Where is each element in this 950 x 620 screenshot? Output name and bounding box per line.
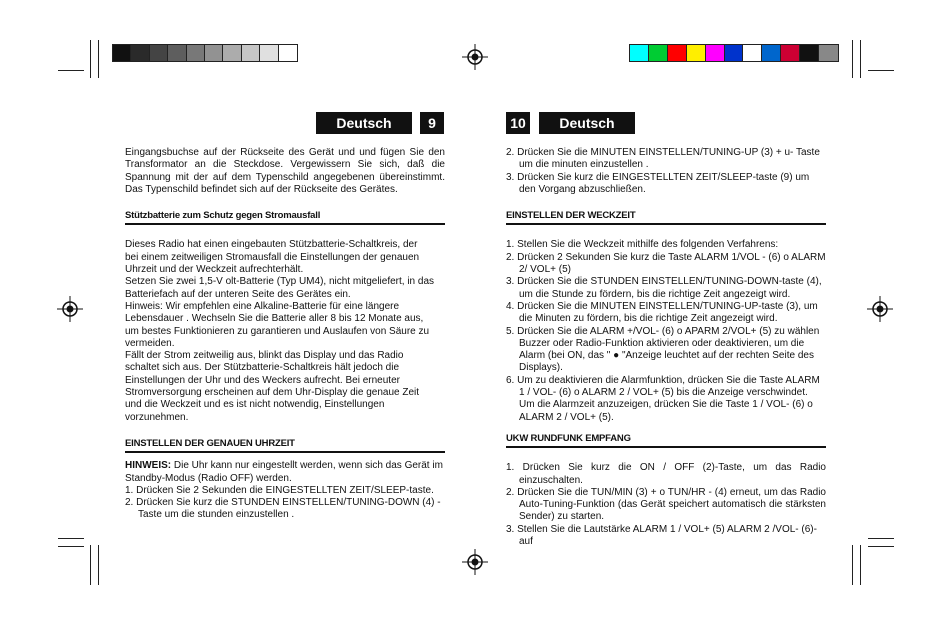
note-text: Die Uhr kann nur eingestellt werden, wenn sich das Gerät im Standby-Modus (Radio OFF) werden. [125, 460, 443, 484]
backup-line: und die Weckzeit und es ist nicht notwendig, Einstellungen [125, 399, 385, 411]
backup-line: um bestes Funktionieren zu garantieren und Auslaufen von Säure zu [125, 325, 430, 337]
radio-step: 1. Drücken Sie kurz die ON / OFF (2)-Taste, um das Radio einzuschalten. [506, 462, 826, 486]
color-swatch [187, 45, 205, 61]
color-swatch [131, 45, 149, 61]
color-bar [629, 44, 839, 62]
left-page-number: 9 [420, 112, 444, 134]
alarm-step: 4. Drücken Sie die MINUTEN EINSTELLEN/TUNING-UP-taste (3), um die Minuten zu fördern, bis die richtige Zeit angezeigt wird. [506, 300, 818, 325]
color-swatch [743, 45, 762, 61]
backup-line: Einstellungen der Uhr und des Weckers aufrecht. Bei erneuter [125, 374, 400, 386]
backup-line: Lebensdauer . Wechseln Sie die Batterie aller 8 bis 12 Monate aus, [125, 313, 424, 325]
intro-paragraph: Eingangsbuchse auf der Rückseite des Gerät und und fügen Sie den Transformator an die Steckdose. Vergewissern Sie sich, daß die Spannung mit der auf dem Typenschild angegebenen übereinstimmt. Das Typenschild befindet sich auf der Rückseite des Gerätes. [125, 147, 445, 195]
time-step: 2. Drücken Sie kurz die STUNDEN EINSTELLEN/TUNING-DOWN (4) - Taste um die stunden einzustellen . [125, 497, 441, 521]
color-swatch [242, 45, 260, 61]
registration-mark-left-icon [57, 296, 83, 322]
registration-mark-top-icon [462, 44, 488, 70]
right-language-tab: Deutsch [539, 112, 635, 134]
backup-text [125, 239, 445, 423]
color-swatch [168, 45, 186, 61]
backup-line: Setzen Sie zwei 1,5-V olt-Batterie (Typ UM4), nicht mitgeliefert, in das [125, 276, 435, 288]
alarm-step: 2. Drücken 2 Sekunden Sie kurz die Taste ALARM 1/VOL - (6) o ALARM 2/ VOL+ (5) [506, 251, 826, 276]
color-swatch [205, 45, 223, 61]
registration-mark-bottom-icon [462, 549, 488, 575]
alarm-step: 5. Drücken Sie die ALARM +/VOL- (6) o APARM 2/VOL+ (5) zu wählen Buzzer oder Radio-Funktion aktivieren oder deaktivieren, um die Alarm (bei ON, das " ● "Anzeige leuchtet auf der rechten Seite des Displays). [506, 325, 820, 374]
backup-line: Dieses Radio hat einen eingebauten Stützbatterie-Schaltkreis, der [125, 239, 418, 251]
backup-line: Uhrzeit und der Weckzeit aufrechterhält. [125, 264, 304, 276]
color-swatch [279, 45, 297, 61]
backup-line: Hinweis: Wir empfehlen eine Alkaline-Batterie für eine längere [125, 300, 400, 312]
color-swatch [706, 45, 725, 61]
color-swatch [800, 45, 819, 61]
color-swatch [649, 45, 668, 61]
alarm-heading: EINSTELLEN DER WECKZEIT [506, 210, 826, 225]
alarm-step: 3. Drücken Sie die STUNDEN EINSTELLEN/TUNING-DOWN-taste (4), um die Stunde zu fördern, bis die richtige Zeit angezeigt wird. [506, 276, 822, 300]
backup-line: vorzunehmen. [125, 411, 189, 423]
cont-step: 2. Drücken Sie die MINUTEN EINSTELLEN/TUNING-UP (3) + u- Taste um die minuten einzustellen . [506, 147, 820, 171]
cont-step: 3. Drücken Sie kurz die EINGESTELLTEN ZEIT/SLEEP-taste (9) um den Vorgang abzuschließen. [506, 171, 810, 195]
color-swatch [762, 45, 781, 61]
backup-line: vermeiden. [125, 337, 175, 349]
left-language-tab: Deutsch [316, 112, 412, 134]
backup-line: Batteriefach auf der unteren Seite des Gerätes ein. [125, 288, 351, 300]
right-page-column [506, 147, 826, 548]
color-swatch [668, 45, 687, 61]
backup-line: Stromversorgung erscheinen auf dem Uhr-Display die genaue Zeit [125, 387, 420, 399]
backup-line: schaltet sich aus. Der Stützbatterie-Schaltkreis hält jedoch die [125, 362, 400, 374]
alarm-step: 1. Stellen Sie die Weckzeit mithilfe des folgenden Verfahrens: [506, 239, 779, 251]
radio-step: 2. Drücken Sie die TUN/MIN (3) + o TUN/HR - (4) erneut, um das Radio Auto-Tuning-Funktion (das Gerät speichert automatisch die stärksten Sender) zu starten. [506, 486, 826, 523]
color-swatch [260, 45, 278, 61]
backup-line: Fällt der Strom zeitweilig aus, blinkt das Display und das Radio [125, 350, 404, 362]
grayscale-bar [112, 44, 298, 62]
left-page-column [125, 147, 445, 522]
color-swatch [113, 45, 131, 61]
color-swatch [687, 45, 706, 61]
color-swatch [819, 45, 838, 61]
radio-heading: UKW RUNDFUNK EMPFANG [506, 433, 826, 448]
color-swatch [781, 45, 800, 61]
note-paragraph [125, 460, 445, 485]
radio-step: 3. Stellen Sie die Lautstärke ALARM 1 / VOL+ (5) ALARM 2 /VOL- (6)- auf [506, 523, 817, 548]
note-label: HINWEIS: [125, 460, 172, 472]
backup-line: bei einem zeitweiligen Stromausfall die Einstellungen der genauen [125, 251, 420, 263]
color-swatch [150, 45, 168, 61]
color-swatch [223, 45, 241, 61]
time-step: 1. Drücken Sie 2 Sekunden die EINGESTELLTEN ZEIT/SLEEP-taste. [125, 484, 434, 496]
right-page-number: 10 [506, 112, 530, 134]
registration-mark-right-icon [867, 296, 893, 322]
time-heading: EINSTELLEN DER GENAUEN UHRZEIT [125, 438, 445, 453]
color-swatch [725, 45, 744, 61]
backup-heading: Stützbatterie zum Schutz gegen Stromausfall [125, 210, 445, 225]
color-swatch [630, 45, 649, 61]
alarm-step: 6. Um zu deaktivieren die Alarmfunktion, drücken Sie die Taste ALARM 1 / VOL- (6) o ALARM 2 / VOL+ (5) bis die Anzeige verschwindet. Um die Alarmzeit anzuzeigen, drücken Sie die Taste 1 / VOL- (6) o ALARM 2 / VOL+ (5). [506, 374, 820, 423]
